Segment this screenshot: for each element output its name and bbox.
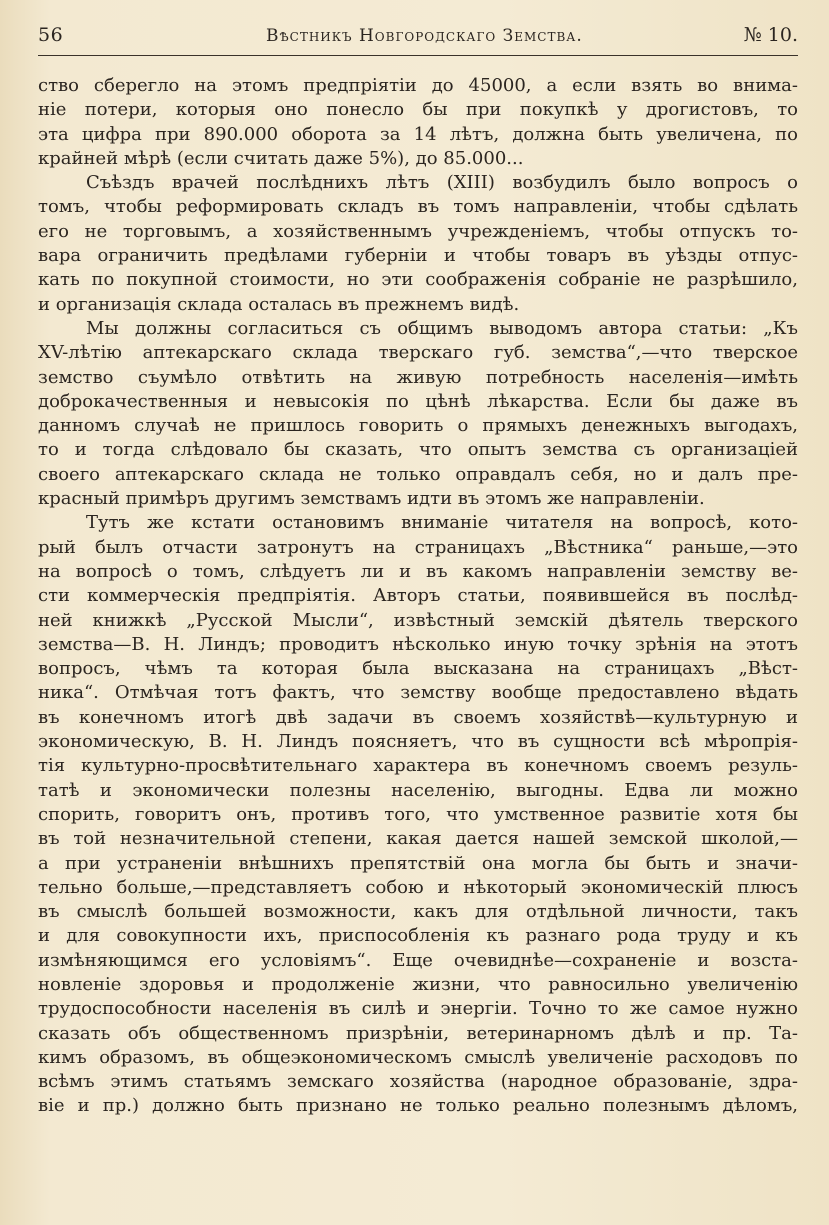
text-line: а при устраненіи внѣшнихъ препятствій она могла бы быть и значи- [38, 852, 798, 874]
text-line: татѣ и экономически полезны населенію, выгодны. Едва ли можно [38, 779, 798, 801]
body-text [38, 74, 798, 1119]
text-line: кать по покупной стоимости, но эти соображенія собраніе не разрѣшило, [38, 269, 798, 291]
text-line: всѣмъ этимъ статьямъ земскаго хозяйства (народное образованіе, здра- [38, 1071, 798, 1093]
page-number: 56 [38, 24, 64, 46]
text-line: Съѣздъ врачей послѣднихъ лѣтъ (XIII) возбудилъ было вопросъ о [86, 172, 798, 194]
header-rule [38, 55, 798, 56]
text-line: рый былъ отчасти затронутъ на страницахъ „Вѣстника“ раньше,—это [38, 536, 798, 558]
text-line: Тутъ же кстати остановимъ вниманіе читателя на вопросѣ, кото- [86, 512, 798, 534]
text-line: земства—В. Н. Линдъ; проводитъ нѣсколько иную точку зрѣнія на этотъ [38, 633, 798, 655]
text-line: экономическую, В. Н. Линдъ поясняетъ, что въ сущности всѣ мѣропрія- [38, 731, 798, 753]
text-line: эта цифра при 890.000 оборота за 14 лѣтъ, должна быть увеличена, по [38, 123, 798, 145]
issue-number: № 10. [743, 24, 798, 46]
text-line: трудоспособности населенія въ силѣ и энергіи. Точно то же самое нужно [38, 998, 798, 1020]
text-line: вопросъ, чѣмъ та которая была высказана на страницахъ „Вѣст- [38, 658, 798, 680]
text-line: томъ, чтобы реформировать складъ въ томъ направленіи, чтобы сдѣлать [38, 196, 798, 218]
text-line: ство сберегло на этомъ предпріятіи до 45000, а если взять во внима- [38, 75, 798, 96]
text-line: віе и пр.) должно быть признано не только реально полезнымъ дѣломъ, [38, 1095, 798, 1117]
text-line: ника“. Отмѣчая тотъ фактъ, что земству вообще предоставлено вѣдать [38, 682, 798, 704]
text-line: крайней мѣрѣ (если считать даже 5%), до 85.000... [38, 147, 524, 169]
text-line: сти коммерческія предпріятія. Авторъ статьи, появившейся въ послѣд- [38, 585, 798, 607]
text-line: въ той незначительной степени, какая дается нашей земской школой,— [38, 828, 798, 850]
text-line: спорить, говоритъ онъ, противъ того, что умственное развитіе хотя бы [38, 803, 798, 825]
text-line: кимъ образомъ, въ общеэкономическомъ смыслѣ увеличеніе расходовъ по [38, 1046, 798, 1068]
text-line: Мы должны согласиться съ общимъ выводомъ автора статьи: „Къ [86, 317, 798, 339]
text-line: его не торговымъ, а хозяйственнымъ учрежденіемъ, чтобы отпускъ то- [38, 220, 798, 242]
text-line: измѣняющимся его условіямъ“. Еще очевиднѣе—сохраненіе и возста- [38, 949, 798, 971]
text-line: на вопросѣ о томъ, слѣдуетъ ли и въ какомъ направленіи земству ве- [38, 560, 798, 582]
text-line: въ смыслѣ большей возможности, какъ для отдѣльной личности, такъ [38, 901, 798, 923]
text-line: то и тогда слѣдовало бы сказать, что опытъ земства съ организаціей [38, 439, 798, 461]
text-line: красный примѣръ другимъ земствамъ идти въ этомъ же направленіи. [38, 488, 705, 510]
text-line: XV-лѣтію аптекарскаго склада тверскаго губ. земства“,—что тверское [38, 342, 798, 364]
text-line: въ конечномъ итогѣ двѣ задачи въ своемъ хозяйствѣ—культурную и [38, 706, 798, 728]
running-title: Вѣстникъ Новгородскаго Земства. [266, 26, 583, 46]
text-line: доброкачественныя и невысокія по цѣнѣ лѣкарства. Если бы даже въ [38, 390, 798, 412]
text-line: тельно больше,—представляетъ собою и нѣкоторый экономическій плюсъ [38, 876, 798, 898]
text-line: тія культурно-просвѣтительнаго характера въ конечномъ своемъ резуль- [38, 755, 798, 777]
text-line: земство съумѣло отвѣтить на живую потребность населенія—имѣть [38, 366, 798, 388]
page-header [38, 22, 798, 52]
text-line: ніе потери, которыя оно понесло бы при покупкѣ у дрогистовъ, то [38, 99, 798, 121]
text-line: сказать объ общественномъ призрѣніи, ветеринарномъ дѣлѣ и пр. Та- [38, 1022, 798, 1044]
text-line: и для совокупности ихъ, приспособленія къ разнаго рода труду и къ [38, 925, 798, 947]
text-line: данномъ случаѣ не пришлось говорить о прямыхъ денежныхъ выгодахъ, [38, 415, 798, 437]
text-line: и организація склада осталась въ прежнемъ видѣ. [38, 293, 520, 315]
text-line: новленіе здоровья и продолженіе жизни, что равносильно увеличенію [38, 973, 798, 995]
text-line: своего аптекарскаго склада не только оправдалъ себя, но и далъ пре- [38, 463, 798, 485]
text-line: вара ограничить предѣлами губерніи и чтобы товаръ въ уѣзды отпус- [38, 245, 798, 267]
text-line: ней книжкѣ „Русской Мысли“, извѣстный земскій дѣятель тверского [38, 609, 798, 631]
